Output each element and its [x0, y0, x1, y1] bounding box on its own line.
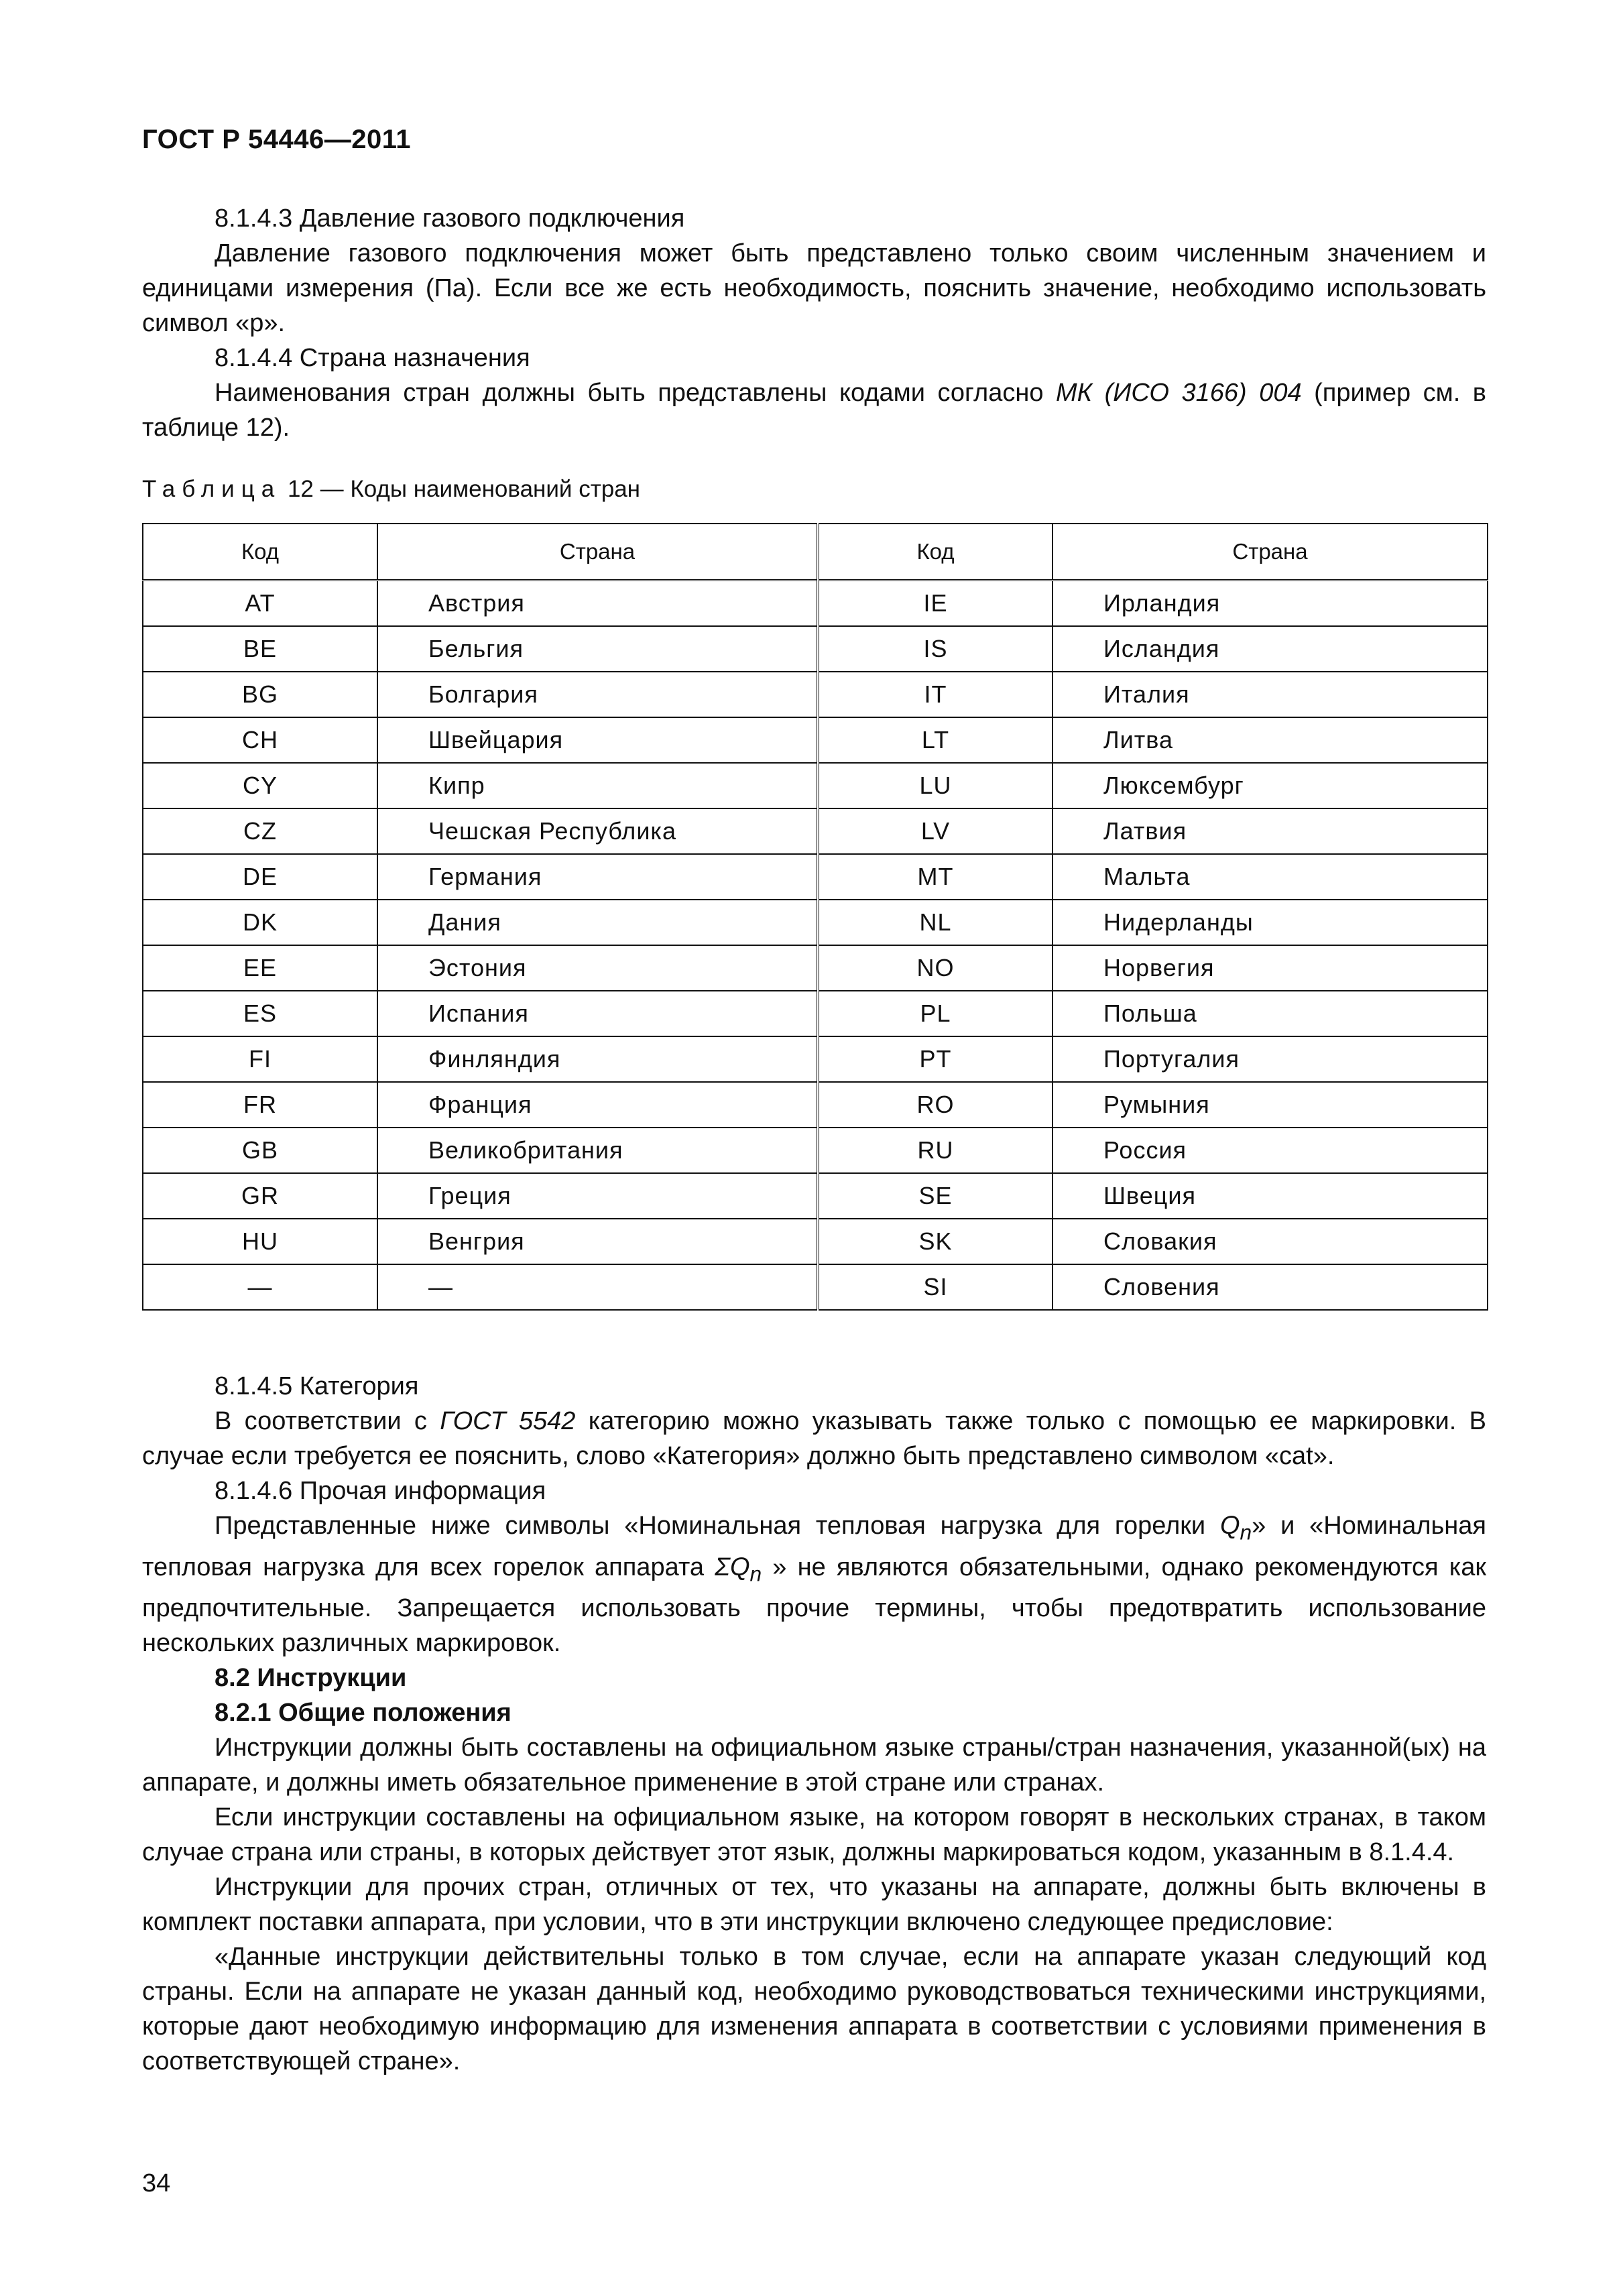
country-name-cell: Польша: [1053, 991, 1488, 1036]
country-code-cell: HU: [143, 1219, 377, 1264]
country-name-cell: Латвия: [1053, 808, 1488, 854]
country-code-cell: PL: [818, 991, 1053, 1036]
country-name-cell: Бельгия: [377, 626, 818, 672]
country-name-cell: Болгария: [377, 672, 818, 717]
country-code-cell: SK: [818, 1219, 1053, 1264]
table-row: [143, 1082, 1488, 1128]
country-name-cell: Румыния: [1053, 1082, 1488, 1128]
country-code-cell: IE: [818, 581, 1053, 627]
section-8-1-4-5-to-8-2: [142, 1369, 1486, 2079]
table-row: [143, 1219, 1488, 1264]
country-code-cell: CY: [143, 763, 377, 808]
country-code-cell: —: [143, 1264, 377, 1310]
country-code-cell: EE: [143, 945, 377, 991]
country-name-cell: Словения: [1053, 1264, 1488, 1310]
table-row: [143, 581, 1488, 627]
standard-reference: ГОСТ 5542: [440, 1407, 576, 1435]
column-header: Страна: [1053, 524, 1488, 581]
column-header: Код: [818, 524, 1053, 581]
country-name-cell: Россия: [1053, 1128, 1488, 1173]
paragraph: Инструкции для прочих стран, отличных от тех, что указаны на аппарате, должны быть включены в комплект поставки аппарата, при условии, что в эти инструкции включено следующее предисловие:: [142, 1873, 1486, 1937]
table-body: [143, 581, 1488, 1311]
table-row: [143, 945, 1488, 991]
country-name-cell: Словакия: [1053, 1219, 1488, 1264]
country-name-cell: Норвегия: [1053, 945, 1488, 991]
country-code-cell: FR: [143, 1082, 377, 1128]
paragraph: В соответствии с ГОСТ 5542 категорию можно указывать также только с помощью ее маркировки. В случае если требуется ее пояснить, слово «Категория» должно быть представлено символом «cat».: [142, 1407, 1487, 1470]
table-row: [143, 672, 1488, 717]
table-row: [143, 854, 1488, 900]
table-header-row: [143, 524, 1488, 581]
table-caption: Таблица 12 — Коды наименований стран: [142, 476, 641, 502]
table-row: [143, 626, 1488, 672]
country-name-cell: Литва: [1053, 717, 1488, 763]
document-code: ГОСТ Р 54446—2011: [142, 125, 411, 154]
country-name-cell: Мальта: [1053, 854, 1488, 900]
section-8-1-4-3: [142, 201, 1486, 445]
section-heading: 8.1.4.5 Категория: [215, 1372, 419, 1400]
country-code-cell: LV: [818, 808, 1053, 854]
country-name-cell: Португалия: [1053, 1036, 1488, 1082]
country-code-cell: CZ: [143, 808, 377, 854]
country-name-cell: Швейцария: [377, 717, 818, 763]
country-code-cell: DK: [143, 900, 377, 945]
country-name-cell: Дания: [377, 900, 818, 945]
country-name-cell: Франция: [377, 1082, 818, 1128]
country-code-cell: BG: [143, 672, 377, 717]
table-row: [143, 1173, 1488, 1219]
country-code-cell: NL: [818, 900, 1053, 945]
country-name-cell: Венгрия: [377, 1219, 818, 1264]
country-code-cell: DE: [143, 854, 377, 900]
table-row: [143, 900, 1488, 945]
country-code-cell: CH: [143, 717, 377, 763]
table-row: [143, 808, 1488, 854]
country-name-cell: Италия: [1053, 672, 1488, 717]
table-row: [143, 717, 1488, 763]
country-name-cell: Греция: [377, 1173, 818, 1219]
country-code-cell: NO: [818, 945, 1053, 991]
country-name-cell: Великобритания: [377, 1128, 818, 1173]
country-code-cell: AT: [143, 581, 377, 627]
country-name-cell: Чешская Республика: [377, 808, 818, 854]
country-name-cell: Швеция: [1053, 1173, 1488, 1219]
section-heading: 8.1.4.4 Страна назначения: [215, 344, 530, 372]
country-code-cell: BE: [143, 626, 377, 672]
paragraph: Инструкции должны быть составлены на официальном языке страны/стран назначения, указанной(ых) на аппарате, и должны иметь обязательное применение в этой стране или странах.: [142, 1734, 1486, 1797]
country-name-cell: Австрия: [377, 581, 818, 627]
paragraph: Если инструкции составлены на официальном языке, на котором говорят в нескольких странах, в таком случае страна или страны, в которых действует этот язык, должны маркироваться кодом, указанным в 8.1.4.4.: [142, 1803, 1486, 1867]
country-code-cell: IS: [818, 626, 1053, 672]
country-code-cell: LT: [818, 717, 1053, 763]
subscript-n: n: [749, 1561, 762, 1586]
country-code-cell: GB: [143, 1128, 377, 1173]
standard-reference: МК (ИСО 3166) 004: [1056, 379, 1302, 407]
country-code-cell: ES: [143, 991, 377, 1036]
country-codes-table: [142, 523, 1488, 1311]
country-name-cell: Германия: [377, 854, 818, 900]
country-name-cell: Кипр: [377, 763, 818, 808]
country-code-cell: MT: [818, 854, 1053, 900]
country-code-cell: PT: [818, 1036, 1053, 1082]
table-row: [143, 991, 1488, 1036]
country-code-cell: LU: [818, 763, 1053, 808]
country-code-cell: SI: [818, 1264, 1053, 1310]
country-code-cell: IT: [818, 672, 1053, 717]
table-row: [143, 1264, 1488, 1310]
table-row: [143, 763, 1488, 808]
country-name-cell: Исландия: [1053, 626, 1488, 672]
table-row: [143, 1036, 1488, 1082]
country-name-cell: Финляндия: [377, 1036, 818, 1082]
country-name-cell: Ирландия: [1053, 581, 1488, 627]
country-code-cell: GR: [143, 1173, 377, 1219]
table-row: [143, 1128, 1488, 1173]
country-code-cell: FI: [143, 1036, 377, 1082]
page-number: 34: [142, 2169, 171, 2197]
symbol-sum-q: ΣQ: [715, 1553, 750, 1581]
country-name-cell: —: [377, 1264, 818, 1310]
country-name-cell: Испания: [377, 991, 818, 1036]
section-heading: 8.1.4.6 Прочая информация: [215, 1477, 546, 1505]
paragraph: Давление газового подключения может быть представлено только своим численным значением и единицами измерения (Па). Если все же есть необходимость, пояснить значение, необходимо использовать символ «p».: [142, 239, 1486, 337]
country-code-cell: RU: [818, 1128, 1053, 1173]
country-name-cell: Эстония: [377, 945, 818, 991]
country-name-cell: Люксембург: [1053, 763, 1488, 808]
symbol-q: Q: [1219, 1512, 1240, 1540]
paragraph: Наименования стран должны быть представлены кодами согласно МК (ИСО 3166) 004 (пример см. в таблице 12).: [142, 379, 1486, 442]
country-code-cell: SE: [818, 1173, 1053, 1219]
paragraph: Представленные ниже символы «Номинальная тепловая нагрузка для горелки $Q_n$» и «Номинальная тепловая нагрузка для всех горелок аппарата $\Sigma Q_n$ » не являются обязательными, однако рекомендуются как предпочтительные. Запрещается использовать прочие термины, чтобы предотвратить использование нескольких различных маркировок.: [142, 1512, 1486, 1658]
country-name-cell: Нидерланды: [1053, 900, 1488, 945]
section-heading: 8.2 Инструкции: [215, 1664, 407, 1693]
paragraph: «Данные инструкции действительны только в том случае, если на аппарате указан следующий код страны. Если на аппарате не указан данный код, необходимо руководствоваться техническими инструкциями, которые дают необходимую информацию для изменения аппарата в соответствии с условиями применения в соответствующей стране».: [142, 1943, 1486, 2076]
section-heading: 8.1.4.3 Давление газового подключения: [215, 204, 685, 233]
subsection-heading: 8.2.1 Общие положения: [215, 1699, 512, 1728]
country-code-cell: RO: [818, 1082, 1053, 1128]
column-header: Код: [143, 524, 377, 581]
column-header: Страна: [377, 524, 818, 581]
subscript-n: n: [1240, 1520, 1252, 1545]
